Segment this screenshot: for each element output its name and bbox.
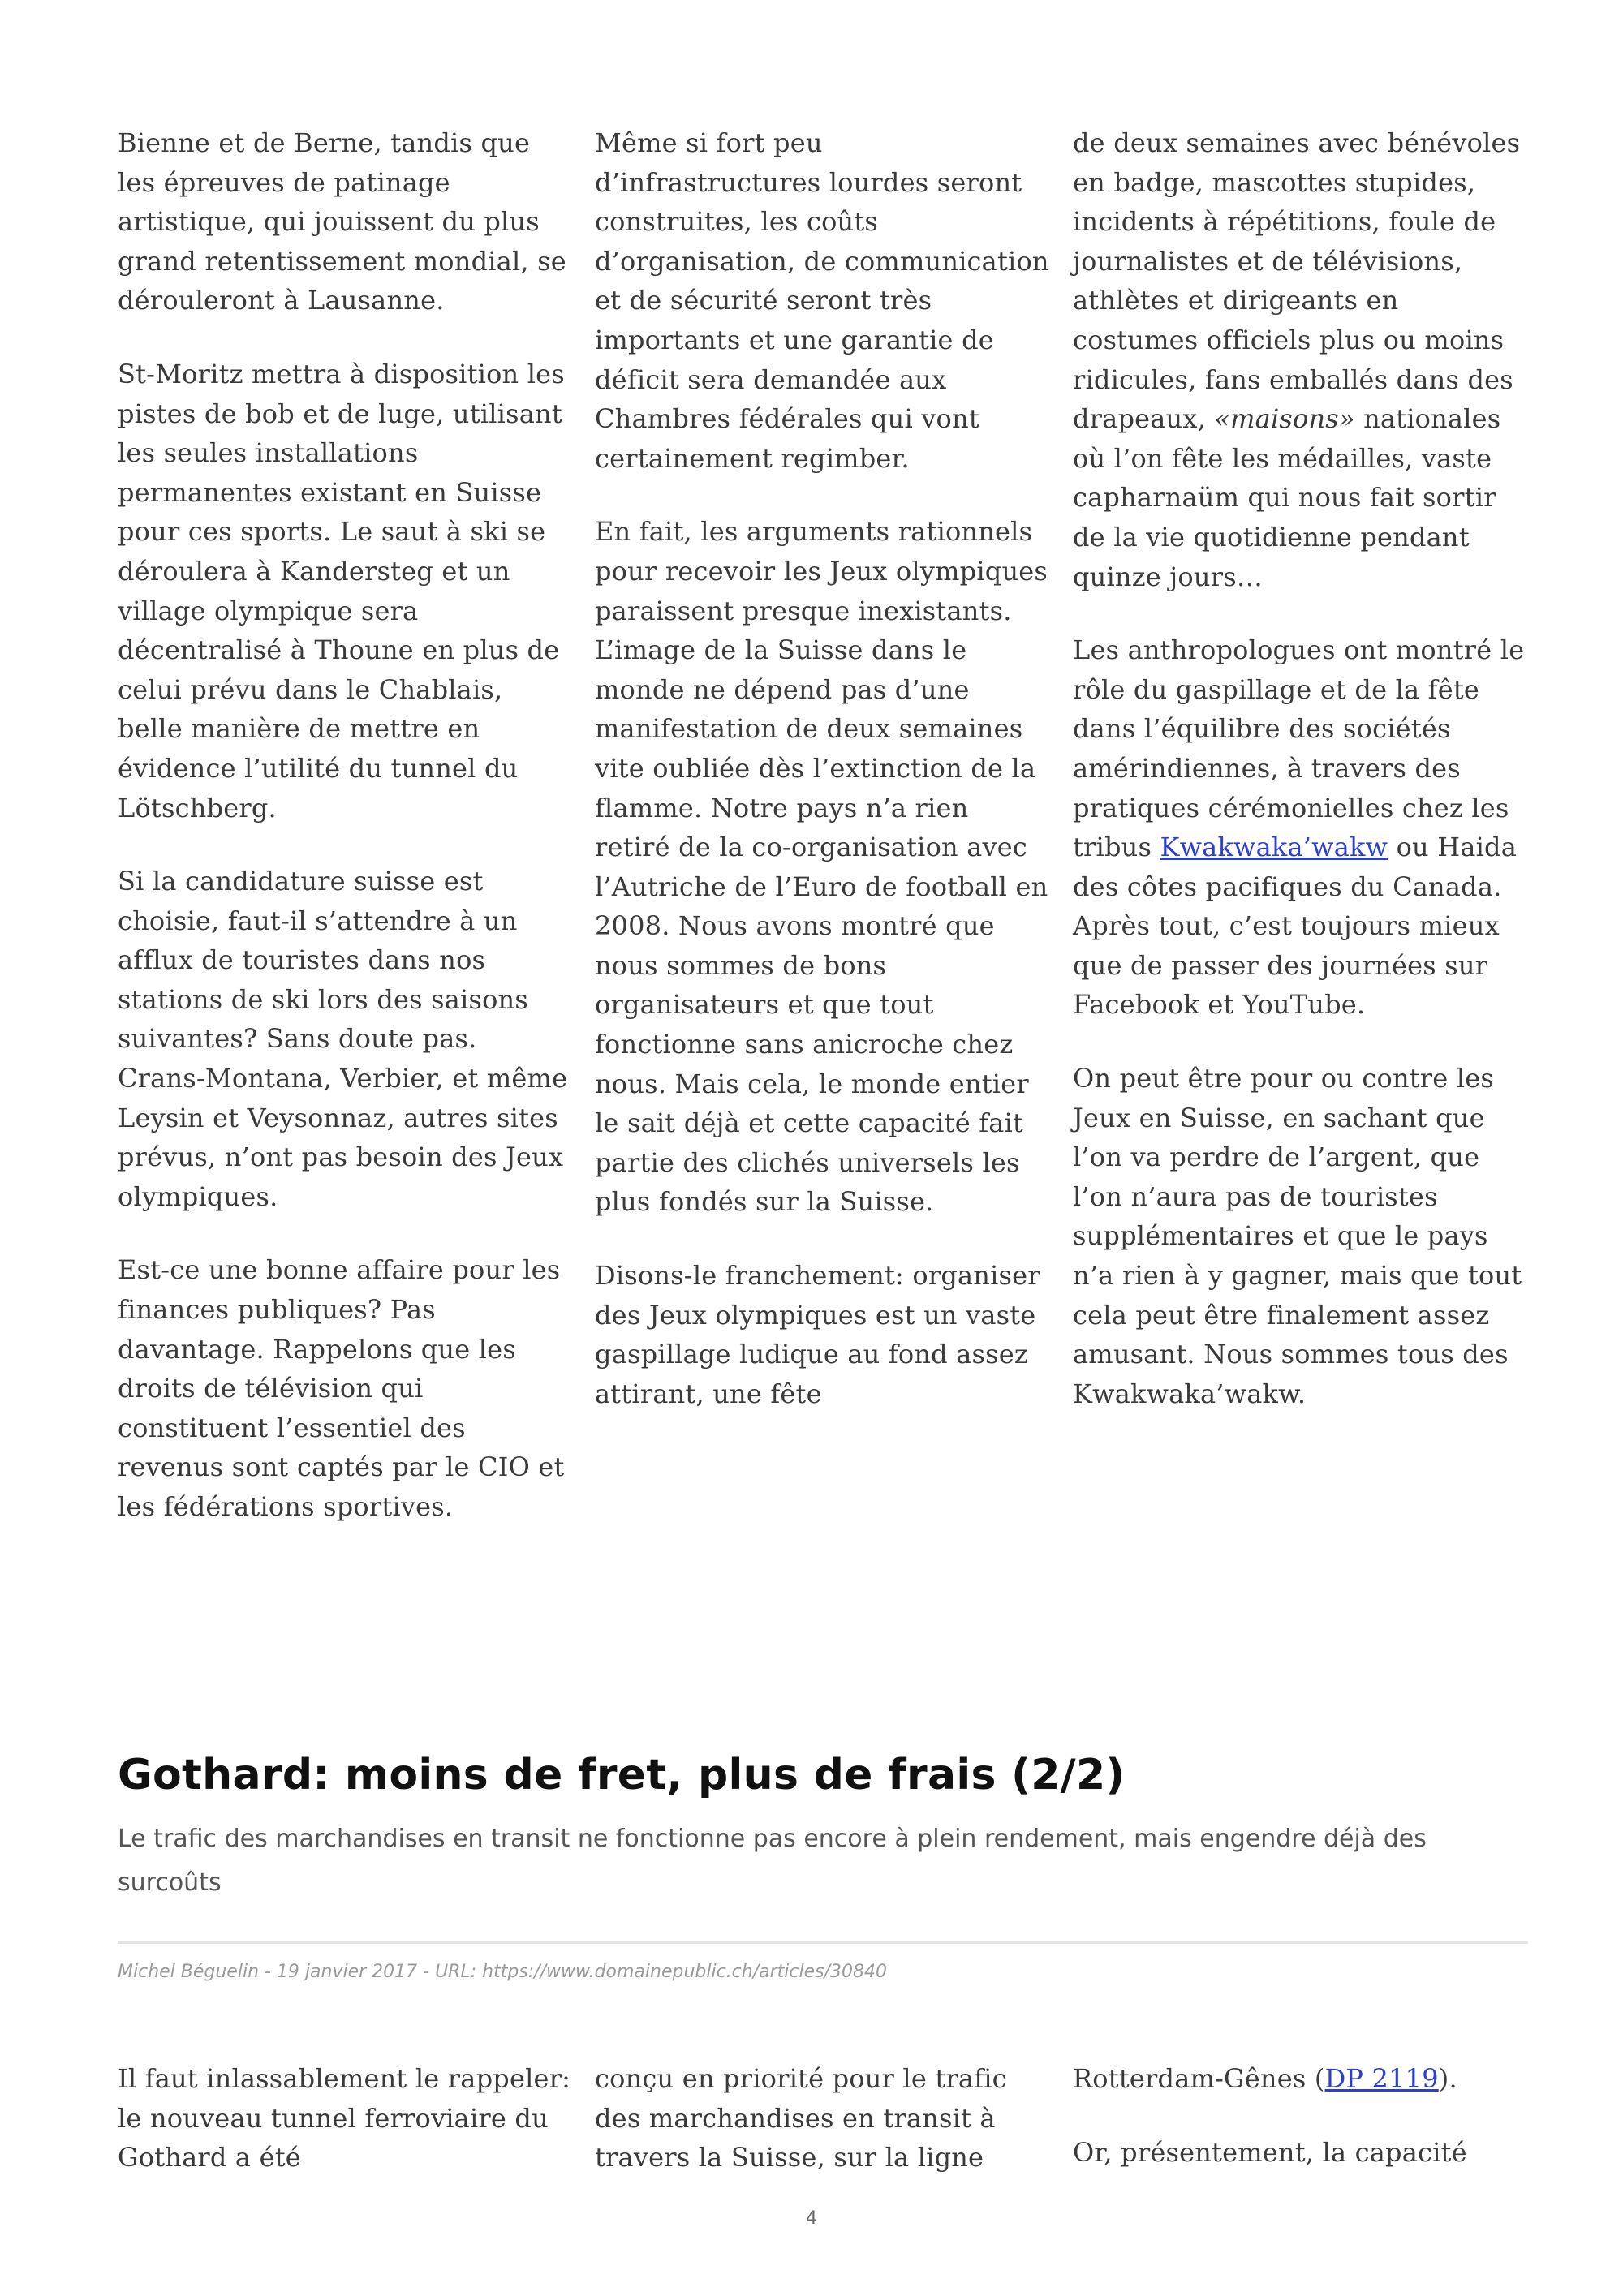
text-segment: nationales où l’on fête les médailles, vaste capharnaüm qui nous fait sortir de la vie quotidienne pendant quinze jours… [1073,403,1501,592]
page-number: 4 [806,2208,817,2229]
paragraph: Est-ce une bonne affaire pour les finances publiques? Pas davantage. Rappelons que les droits de télévision qui constituent l’essentiel des revenus sont captés par le CIO et les fédérations sportives. [118,1254,565,1522]
text-segment: Rotterdam-Gênes ( [1073,2063,1325,2094]
article-column-2 [595,2059,1049,2178]
paragraph: St-Moritz mettra à disposition les pistes de bob et de luge, utilisant les seules installations permanentes existant en Suisse pour ces sports. Le saut à ski se déroulera à Kandersteg et un village olympique sera décentralisé à Thoune en plus de celui prévu dans le Chablais, belle manière de mettre en évidence l’utilité du tunnel du Lötschberg. [118,358,565,823]
text-segment: de deux semaines avec bénévoles en badge, mascottes stupides, incidents à répétitions, foule de journalistes et de télévisions, athlètes et dirigeants en costumes officiels plus ou moins ridicules, fans emballés dans des drapeaux, [1073,127,1521,435]
article-subtitle: Le trafic des marchandises en transit ne fonctionne pas encore à plein rendement, mais engendre déjà des surcoûts [118,1825,1427,1897]
paragraph: Si la candidature suisse est choisie, faut-il s’attendre à un afflux de touristes dans nos stations de ski lors des saisons suivantes? Sans doute pas. Crans-Montana, Verbier, et même Leysin et Veysonnaz, autres sites prévus, n’ont pas besoin des Jeux olympiques. [118,866,568,1212]
paragraph: Bienne et de Berne, tandis que les épreuves de patinage artistique, qui jouissent du plus grand retentissement mondial, se dérouleront à Lausanne. [118,127,566,316]
kwakwakawakw-link[interactable]: Kwakwaka’wakw [1160,832,1388,863]
previous-article-column-1 [118,123,572,1527]
previous-article-column-2 [595,123,1049,1413]
text-segment: ou Haida des côtes pacifiques du Canada. Après tout, c’est toujours mieux que de passer des journées sur Facebook et YouTube. [1073,832,1518,1021]
paragraph: conçu en priorité pour le trafic des marchandises en transit à travers la Suisse, sur la ligne [595,2063,1007,2173]
paragraph [1073,2059,1527,2099]
dp-2119-link[interactable]: DP 2119 [1324,2063,1439,2094]
paragraph: Disons-le franchement: organiser des Jeux olympiques est un vaste gaspillage ludique au fond assez attirant, une fête [595,1260,1040,1409]
article-meta: Michel Béguelin - 19 janvier 2017 - URL: https://www.domainepublic.ch/articles/30840 [118,1962,887,1982]
text-segment: Les anthropologues ont montré le rôle du gaspillage et de la fête dans l’équilibre des sociétés amérindiennes, à travers des pratiques cérémonielles chez les tribus [1073,634,1525,863]
paragraph: Il faut inlassablement le rappeler: le nouveau tunnel ferroviaire du Gothard a été [118,2063,571,2173]
emphasis-maisons: «maisons» [1214,403,1355,435]
paragraph: Or, présentement, la capacité [1073,2136,1467,2168]
text-segment: ). [1438,2063,1457,2094]
article-column-3 [1073,2059,1527,2172]
article-column-1 [118,2059,572,2178]
divider [118,1941,1528,1944]
paragraph: On peut être pour ou contre les Jeux en Suisse, en sachant que l’on va perdre de l’argent, que l’on n’aura pas de touristes supplémentaires et que le pays n’a rien à y gagner, mais que tout cela peut être finalement assez amusant. Nous sommes tous des Kwakwaka’wakw. [1073,1063,1522,1409]
paragraph: En fait, les arguments rationnels pour recevoir les Jeux olympiques paraissent presque inexistants. L’image de la Suisse dans le monde ne dépend pas d’une manifestation de deux semaines vite oubliée dès l’extinction de la flamme. Notre pays n’a rien retiré de la co-organisation avec l’Autriche de l’Euro de football en 2008. Nous avons montré que nous sommes de bons organisateurs et que tout fonctionne sans anicroche chez nous. Mais cela, le monde entier le sait déjà et cette capacité fait partie des clichés universels les plus fondés sur la Suisse. [595,516,1048,1218]
previous-article-column-3 [1073,123,1527,1413]
article-title: Gothard: moins de fret, plus de frais (2/2) [118,1751,1126,1799]
paragraph: Même si fort peu d’infrastructures lourdes seront construites, les coûts d’organisation, de communication et de sécurité seront très importants et une garantie de déficit sera demandée aux Chambres fédérales qui vont certainement regimber. [595,127,1049,474]
paragraph [1073,123,1527,596]
paragraph [1073,630,1527,1025]
